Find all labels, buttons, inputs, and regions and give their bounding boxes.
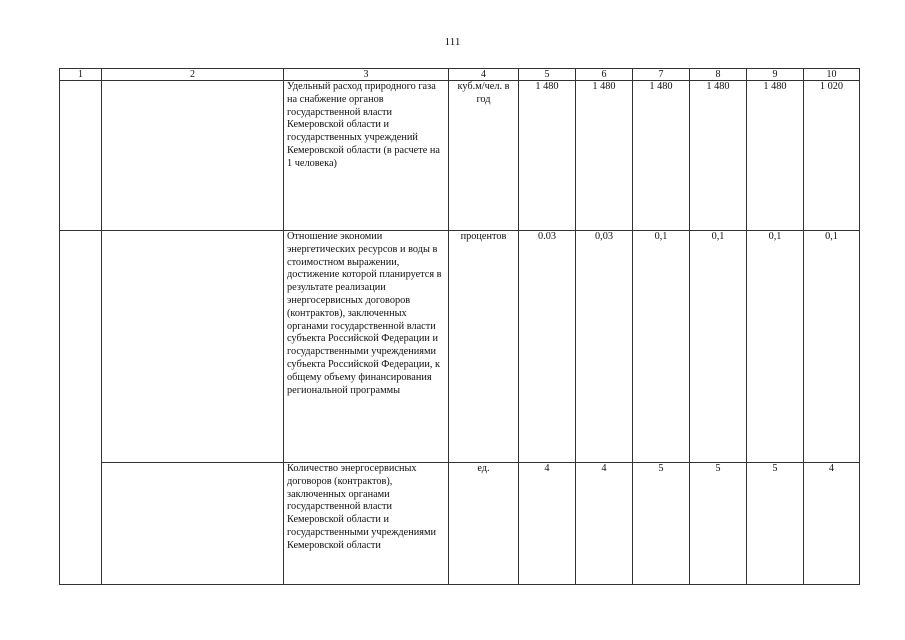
column-header: 10 <box>804 69 860 81</box>
value-cell: 0,1 <box>633 231 690 463</box>
unit-cell: процентов <box>449 231 519 463</box>
column-header: 5 <box>519 69 576 81</box>
table-row <box>60 81 860 231</box>
unit-cell: куб.м/чел. в год <box>449 81 519 231</box>
value-cell: 5 <box>690 463 747 585</box>
unit-cell: ед. <box>449 463 519 585</box>
indicator-name: Отношение экономии энергетических ресурсов и воды в стоимостном выражении, достижение которой планируется в результате реализации энергосервисных договоров (контрактов), заключенных органами государственной власти субъекта Российской Федерации и государственными учреждениями субъекта Российской Федерации, к общему объему финансирования региональной программы <box>284 231 449 463</box>
column-header: 2 <box>102 69 284 81</box>
value-cell: 0.03 <box>519 231 576 463</box>
value-cell: 1 020 <box>804 81 860 231</box>
value-cell: 4 <box>519 463 576 585</box>
value-cell: 1 480 <box>747 81 804 231</box>
value-cell: 0,1 <box>690 231 747 463</box>
value-cell: 1 480 <box>690 81 747 231</box>
value-cell: 0,1 <box>747 231 804 463</box>
value-cell: 1 480 <box>633 81 690 231</box>
column-header: 8 <box>690 69 747 81</box>
indicators-table <box>59 68 860 585</box>
value-cell: 4 <box>804 463 860 585</box>
cell-col2 <box>102 231 284 463</box>
column-number-row <box>60 69 860 81</box>
value-cell: 5 <box>747 463 804 585</box>
value-cell: 1 480 <box>576 81 633 231</box>
column-header: 9 <box>747 69 804 81</box>
cell-col1 <box>60 81 102 231</box>
column-header: 4 <box>449 69 519 81</box>
cell-col2 <box>102 81 284 231</box>
table-row <box>60 463 860 585</box>
column-header: 6 <box>576 69 633 81</box>
value-cell: 0,03 <box>576 231 633 463</box>
value-cell: 0,1 <box>804 231 860 463</box>
indicator-name: Удельный расход природного газа на снабжение органов государственной власти Кемеровской области и государственных учреждений Кемеровской области (в расчете на 1 человека) <box>284 81 449 231</box>
indicator-name: Количество энергосервисных договоров (контрактов), заключенных органами государственной власти Кемеровской области и государственными учреждениями Кемеровской области <box>284 463 449 585</box>
value-cell: 1 480 <box>519 81 576 231</box>
cell-col1 <box>60 231 102 585</box>
column-header: 3 <box>284 69 449 81</box>
column-header: 7 <box>633 69 690 81</box>
value-cell: 5 <box>633 463 690 585</box>
cell-col2 <box>102 463 284 585</box>
value-cell: 4 <box>576 463 633 585</box>
column-header: 1 <box>60 69 102 81</box>
table-row <box>60 231 860 463</box>
page-number: 111 <box>444 36 461 48</box>
